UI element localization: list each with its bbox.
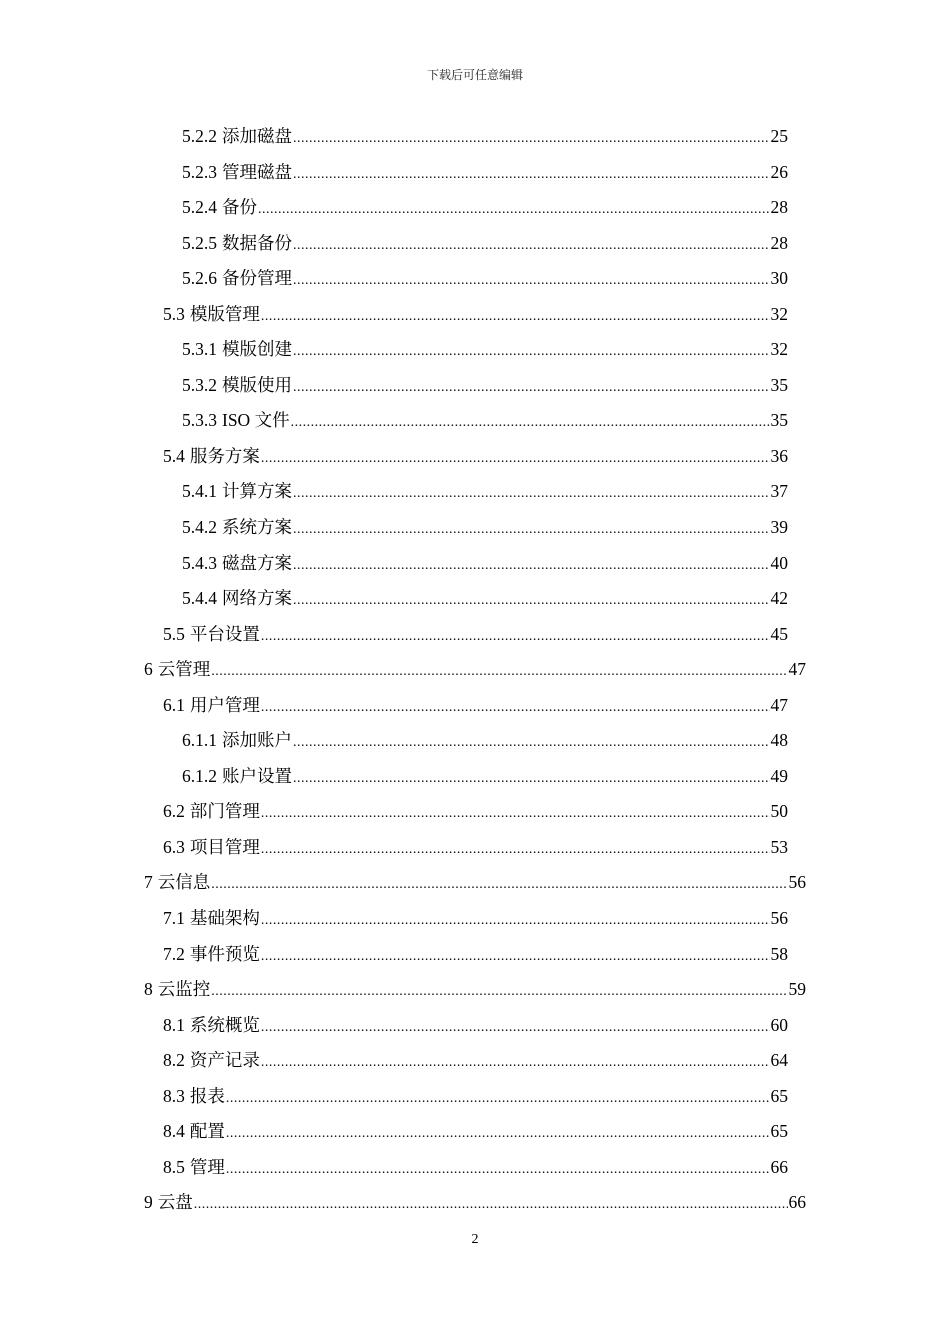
toc-page-number: 66 [788, 1192, 806, 1213]
toc-row [0, 581, 950, 617]
toc-dot-leader [293, 157, 770, 193]
toc-section-title: 模版使用 [222, 374, 292, 395]
toc-page-number: 32 [770, 303, 788, 324]
toc-dot-leader [293, 263, 770, 299]
toc-dot-leader [293, 476, 770, 512]
toc-dot-leader [261, 939, 770, 975]
toc-section-title: 添加账户 [222, 730, 292, 751]
toc-section-number: 5.4.4 [182, 588, 217, 609]
toc-dot-leader [261, 690, 770, 726]
toc-page-number: 49 [770, 765, 788, 786]
toc-section-number: 5.2.6 [182, 268, 217, 289]
toc-section-number: 8.3 [163, 1085, 185, 1106]
toc-entry-link[interactable] [144, 972, 806, 1010]
toc-entry-link[interactable] [163, 1008, 788, 1046]
toc-section-number: 5.2.2 [182, 126, 217, 146]
toc-section-number: 6.1.1 [182, 730, 217, 751]
toc-section-number: 5.3.2 [182, 374, 217, 395]
toc-page-number: 47 [770, 694, 788, 715]
toc-row [0, 261, 950, 297]
toc-section-number: 8.2 [163, 1050, 185, 1071]
toc-section-number: 6.2 [163, 801, 185, 822]
toc-entry-link[interactable] [182, 190, 788, 228]
toc-dot-leader [261, 1045, 770, 1081]
toc-page-number: 66 [770, 1156, 788, 1177]
toc-dot-leader [293, 121, 770, 157]
page-header: 下载后可任意编辑 [426, 68, 523, 82]
toc-page-number: 59 [788, 979, 806, 1000]
toc-dot-leader [293, 583, 770, 619]
toc-section-number: 5.3 [163, 303, 185, 324]
toc-section-title: 事件预览 [189, 943, 260, 964]
toc-row [0, 403, 950, 439]
toc-section-title: 部门管理 [189, 801, 260, 822]
toc-row [0, 1150, 950, 1186]
toc-row [0, 759, 950, 795]
toc-page-number: 65 [770, 1121, 788, 1142]
toc-section-title: 模版创建 [222, 339, 292, 360]
toc-entry-link[interactable] [182, 510, 788, 548]
toc-entry-link[interactable] [163, 901, 788, 939]
toc-entry-link[interactable] [182, 226, 788, 264]
toc-dot-leader [261, 299, 770, 335]
toc-entry-link[interactable] [182, 261, 788, 299]
toc-row [0, 688, 950, 724]
toc-section-title: 计算方案 [222, 481, 292, 502]
toc-section-title: 磁盘方案 [222, 552, 292, 573]
toc-section-number: 5.4.3 [182, 552, 217, 573]
page-number: 2 [471, 1232, 479, 1247]
toc-page-number: 37 [770, 481, 788, 502]
toc-section-number: 6.1 [163, 694, 185, 715]
toc-section-number: 8.1 [163, 1014, 185, 1035]
toc-section-number: 5.2.3 [182, 161, 217, 182]
toc-section-number: 5.3.1 [182, 339, 217, 360]
toc-page-number: 28 [770, 197, 788, 218]
toc-section-number: 5.4.2 [182, 517, 217, 538]
toc-section-title: 备份管理 [222, 268, 292, 289]
toc-entry-link[interactable] [182, 403, 788, 441]
toc-entry-link[interactable] [163, 617, 788, 655]
toc-dot-leader [211, 974, 787, 1010]
toc-dot-leader [258, 192, 770, 228]
toc-row [0, 368, 950, 404]
toc-entry-link[interactable] [182, 581, 788, 619]
toc-dot-leader [293, 370, 770, 406]
toc-page-number: 56 [770, 908, 788, 929]
toc-row [0, 865, 950, 901]
toc-page-number: 42 [770, 588, 788, 609]
toc-section-number: 5.2.4 [182, 197, 217, 218]
toc-page-number: 60 [770, 1014, 788, 1035]
toc-section-number: 7 [144, 872, 153, 893]
toc-dot-leader [211, 654, 787, 690]
toc-dot-leader [261, 1010, 770, 1046]
toc-entry-link[interactable] [144, 652, 806, 690]
toc-dot-leader [261, 619, 770, 655]
toc-row [0, 1114, 950, 1150]
toc-row [0, 510, 950, 546]
toc-row [0, 830, 950, 866]
toc-section-title: 数据备份 [222, 232, 292, 253]
toc-section-number: 5.4.1 [182, 481, 217, 502]
toc-section-number: 8.5 [163, 1156, 185, 1177]
toc-section-title: 项目管理 [189, 836, 260, 857]
toc-section-title: 网络方案 [222, 588, 292, 609]
toc-page-number: 58 [770, 943, 788, 964]
toc-page-number: 48 [770, 730, 788, 751]
toc-section-number: 7.2 [163, 943, 185, 964]
toc-section-title: 用户管理 [189, 694, 260, 715]
toc-page-number: 39 [770, 517, 788, 538]
toc-section-title: 云监控 [157, 979, 211, 1000]
toc-row [0, 794, 950, 830]
toc-section-title: 报表 [189, 1085, 225, 1106]
toc-row [0, 937, 950, 973]
toc-section-title: 云管理 [157, 659, 211, 680]
toc-page-number: 56 [788, 872, 806, 893]
toc-row [0, 546, 950, 582]
toc-entry-link[interactable] [182, 759, 788, 797]
toc-row [0, 617, 950, 653]
toc-dot-leader [293, 725, 770, 761]
toc-section-title: 基础架构 [189, 908, 260, 929]
toc-entry-link[interactable] [163, 1043, 788, 1081]
toc-section-title: 服务方案 [189, 445, 260, 466]
toc-entry-link[interactable] [163, 830, 788, 868]
toc-dot-leader [261, 832, 770, 868]
toc-dot-leader [194, 1187, 788, 1223]
toc-row [0, 652, 950, 688]
toc-section-title: 备份 [222, 197, 257, 218]
toc-row [0, 1008, 950, 1044]
toc-section-number: 9 [144, 1192, 153, 1213]
toc-entry-link[interactable] [163, 297, 788, 335]
toc-section-title: 添加磁盘 [222, 126, 292, 146]
toc-section-title: 系统概览 [189, 1014, 260, 1035]
toc-section-title: 云信息 [157, 872, 211, 893]
toc-dot-leader [293, 228, 770, 264]
toc-page-number: 32 [770, 339, 788, 360]
toc-section-title: 管理 [189, 1156, 225, 1177]
toc-page-number: 30 [770, 268, 788, 289]
toc-entry-link[interactable] [144, 1185, 806, 1223]
toc-page-number: 45 [770, 623, 788, 644]
toc-row [0, 474, 950, 510]
toc-row [0, 297, 950, 333]
toc-row [0, 226, 950, 262]
toc-section-number: 5.4 [163, 445, 185, 466]
toc-section-number: 6.3 [163, 836, 185, 857]
toc-page-number: 50 [770, 801, 788, 822]
toc-entry-link[interactable] [163, 1079, 788, 1117]
toc-section-title: 配置 [189, 1121, 225, 1142]
toc-row [0, 119, 950, 155]
toc-entry-link[interactable] [182, 546, 788, 584]
toc-page-number: 28 [770, 232, 788, 253]
toc-row [0, 332, 950, 368]
toc-dot-leader [293, 761, 770, 797]
toc-dot-leader [293, 548, 770, 584]
toc-row [0, 972, 950, 1008]
toc-row [0, 190, 950, 226]
toc-entry-link[interactable] [163, 688, 788, 726]
toc-entry-link[interactable] [163, 937, 788, 975]
toc-section-title: 系统方案 [222, 517, 292, 538]
toc-entry-link[interactable] [163, 1150, 788, 1188]
toc-entry-link[interactable] [182, 474, 788, 512]
toc-section-title: ISO 文件 [222, 410, 290, 431]
toc-section-title: 云盘 [157, 1192, 193, 1213]
toc-page-number: 35 [770, 410, 788, 431]
toc-page-number: 26 [770, 161, 788, 182]
toc-dot-leader [211, 867, 787, 903]
toc-dot-leader [293, 334, 770, 370]
toc-dot-leader [291, 405, 770, 441]
toc-section-number: 5.2.5 [182, 232, 217, 253]
toc-entry-link[interactable] [182, 155, 788, 193]
toc-section-title: 管理磁盘 [222, 161, 292, 182]
toc-section-number: 8 [144, 979, 153, 1000]
toc-page-number: 64 [770, 1050, 788, 1071]
toc-section-number: 6.1.2 [182, 765, 217, 786]
toc-page-number: 36 [770, 445, 788, 466]
toc-page-number: 25 [770, 126, 788, 146]
toc-section-title: 平台设置 [189, 623, 260, 644]
toc-page-number: 65 [770, 1085, 788, 1106]
toc-section-title: 资产记录 [189, 1050, 260, 1071]
toc-page-number: 53 [770, 836, 788, 857]
toc-row [0, 1043, 950, 1079]
toc-section-number: 8.4 [163, 1121, 185, 1142]
toc-section-number: 5.3.3 [182, 410, 217, 431]
toc-dot-leader [261, 441, 770, 477]
toc-row [0, 155, 950, 191]
toc-entry-link[interactable] [163, 794, 788, 832]
toc-row [0, 1185, 950, 1221]
toc-row [0, 723, 950, 759]
toc-page-number: 40 [770, 552, 788, 573]
toc-section-number: 7.1 [163, 908, 185, 929]
toc-dot-leader [261, 796, 770, 832]
toc-entry-link[interactable] [182, 332, 788, 370]
toc-entry-link[interactable] [163, 439, 788, 477]
toc-dot-leader [226, 1152, 770, 1188]
toc-section-title: 模版管理 [189, 303, 260, 324]
toc-entry-link[interactable] [182, 723, 788, 761]
table-of-contents [0, 119, 950, 1221]
toc-page-number: 35 [770, 374, 788, 395]
toc-section-number: 6 [144, 659, 153, 680]
toc-entry-link[interactable] [182, 368, 788, 406]
toc-dot-leader [226, 1116, 770, 1152]
toc-row [0, 439, 950, 475]
toc-entry-link[interactable] [182, 119, 788, 157]
toc-section-number: 5.5 [163, 623, 185, 644]
toc-row [0, 901, 950, 937]
toc-section-title: 账户设置 [222, 765, 292, 786]
toc-entry-link[interactable] [144, 865, 806, 903]
toc-dot-leader [226, 1081, 770, 1117]
toc-entry-link[interactable] [163, 1114, 788, 1152]
toc-dot-leader [261, 903, 770, 939]
toc-row [0, 1079, 950, 1115]
toc-page-number: 47 [788, 659, 806, 680]
toc-dot-leader [293, 512, 770, 548]
